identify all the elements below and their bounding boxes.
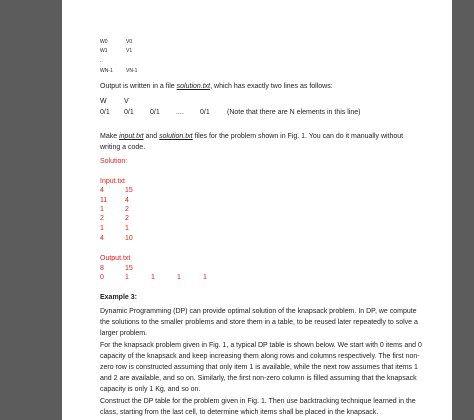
output-cell: .... [176,109,184,116]
make-text-3: files for the problem shown in Fig. 1. You can do it manually without writing a code. [100,133,404,151]
output-intro-text: Output is written in a file [100,83,177,90]
output-file-row-2-col-2: 1 [125,274,129,281]
output-filename: solution.txt [176,83,211,90]
format-w0: W0 [100,39,108,45]
output-note: (Note that there are N elements in this line) [227,109,361,116]
input-row-1-col-1: 4 [100,187,104,194]
input-filename: input.txt [119,133,144,140]
input-row-1-col-2: 15 [125,187,133,194]
input-row-4-col-1: 2 [100,215,104,222]
input-file-title: Input.txt [100,178,125,185]
output-file-row-1-col-1: 8 [100,265,104,272]
dp-table-paragraph: For the knapsack problem given in Fig. 1, a typical DP table is shown below. We start with 0 items and 0 capacity of the knapsack and keep increasing them along rows and columns respectively. The first non-zero row is constructed assuming that only item 1 is available, while the next row assumes that items 1 and 2 are available, and so on. Similarly, the first non-zero column is filled assuming that the knapsack capacity is only 1 Kg, and so on. [100,342,422,393]
output-header-w: W [100,98,107,105]
format-vn: VN-1 [126,68,138,74]
output-file-row-2-col-5: 1 [203,274,207,281]
dp-construct-paragraph: Construct the DP table for the problem given in Fig. 1. Then use backtracking technique learned in the class, starting from the last cell, to determine which items shall be placed in the knapsack. [100,398,416,416]
output-file-row-2-col-1: 0 [100,274,104,281]
solution-filename: solution.txt [159,133,193,140]
input-row-6-col-1: 4 [100,235,104,242]
output-file-row-2-col-4: 1 [177,274,181,281]
example-3-heading: Example 3: [100,294,137,301]
format-wn: WN-1 [100,68,113,74]
make-files-paragraph [100,131,425,153]
output-cell: 0/1 [150,109,160,116]
input-row-6-col-2: 10 [125,235,133,242]
output-cell: 0/1 [200,109,210,116]
format-ellipsis: .. [100,58,103,64]
document-page [62,0,452,420]
output-header-v: V [124,98,129,105]
input-row-5-col-1: 1 [100,225,104,232]
output-file-row-1-col-2: 15 [125,265,133,272]
output-cell: 0/1 [100,109,110,116]
input-row-3-col-2: 2 [125,206,129,213]
output-cell: 0/1 [124,109,134,116]
dp-intro-paragraph: Dynamic Programming (DP) can provide optimal solution of the knapsack problem. In DP, we compute the solutions to the smaller problems and store them in a table, to be reused later repeatedly to solve a larger problem. [100,308,418,337]
output-file-title: Output.txt [100,255,131,262]
format-v0: V0 [126,39,133,45]
solution-label: Solution: [100,158,128,165]
input-row-4-col-2: 2 [125,215,129,222]
input-row-3-col-1: 1 [100,206,104,213]
make-text-1: Make [100,133,120,140]
output-intro-text-2: , which has exactly two lines as follows: [210,83,333,90]
output-file-row-2-col-3: 1 [151,274,155,281]
input-row-2-col-1: 11 [100,197,108,204]
make-text-2: and [143,133,160,140]
input-row-5-col-2: 1 [125,225,129,232]
format-v1: V1 [126,48,133,54]
format-w1: W1 [100,48,108,54]
input-row-2-col-2: 4 [125,197,129,204]
output-description [100,82,333,92]
